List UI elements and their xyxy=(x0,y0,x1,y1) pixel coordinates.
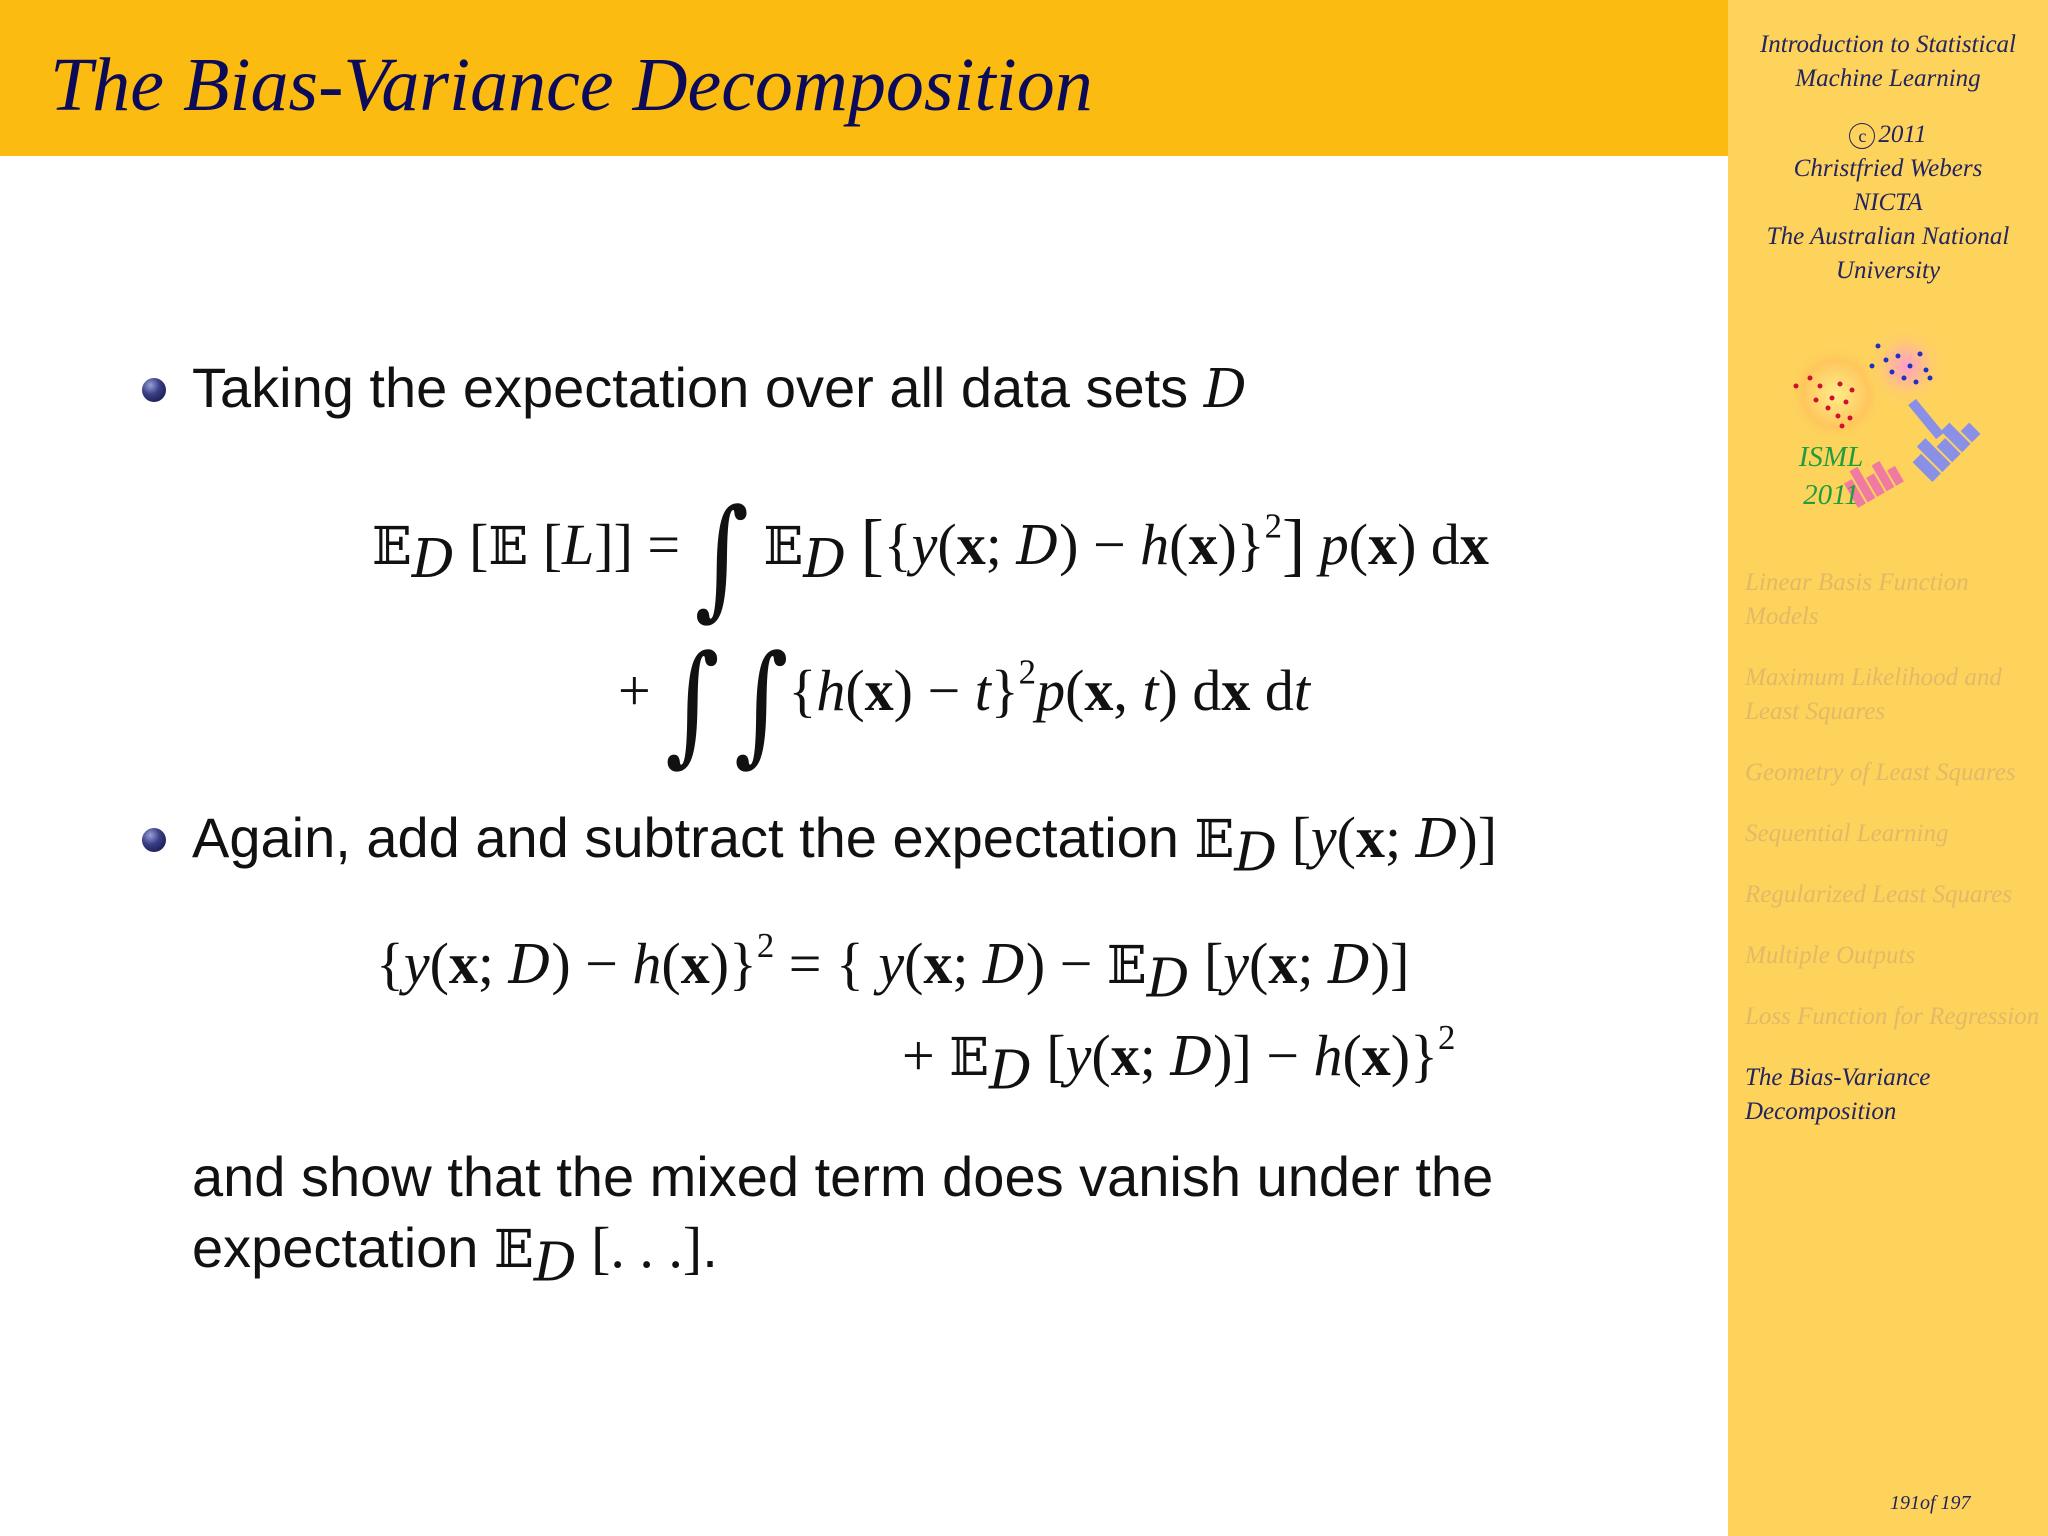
toc-item-sequential-learning[interactable]: Sequential Learning xyxy=(1745,820,1949,847)
logo-caption xyxy=(1786,438,1876,514)
bullet-1-text: Taking the expectation over all data sets xyxy=(192,356,1189,419)
title-bar xyxy=(0,0,1728,156)
logo-text-line-1: ISML xyxy=(1798,441,1864,473)
toc-item-maximum-likelihood[interactable]: Maximum Likelihood and Least Squares xyxy=(1745,664,2002,725)
org-2-line-2: University xyxy=(1835,257,1941,284)
math-expectation-ellipsis: 𝔼$_D$ [. . .] xyxy=(494,1215,703,1294)
equation-1-line-1: 𝔼$_D$ [𝔼 [L]] = ∫ 𝔼$_D$ [{y(x; D) − h(x)}$^2$] p(x) dx xyxy=(372,480,1489,634)
equation-2-line-1: {y(x; D) − h(x)}$^2$ = { y(x; D) − 𝔼$_D$ [y(x; D)] xyxy=(376,925,1410,1010)
org-1: NICTA xyxy=(1853,189,1923,216)
bullet-1 xyxy=(192,354,1247,421)
toc-item-regularized-least-squares[interactable]: Regularized Least Squares xyxy=(1745,881,2013,908)
copyright-line xyxy=(1728,118,2048,152)
toc-item-geometry-least-squares[interactable]: Geometry of Least Squares xyxy=(1745,759,2016,786)
toc-item-linear-basis-function-models[interactable]: Linear Basis Function Models xyxy=(1745,569,1969,630)
author-block xyxy=(1728,118,2048,288)
toc-item-multiple-outputs[interactable]: Multiple Outputs xyxy=(1745,942,1916,969)
bullet-2 xyxy=(192,804,1497,883)
bullet-icon xyxy=(142,378,166,402)
course-title-line-2: Machine Learning xyxy=(1795,65,1981,92)
bullet-2-text: Again, add and subtract the expectation xyxy=(192,806,1179,869)
equation-1-line-2: + ∫ $\int\{h(x) - t\}^2p(x$, t) dx dt xyxy=(618,626,1310,780)
equation-2-line-2: + 𝔼$_D$ [y(x; D)] − h(x)}$^2$ xyxy=(902,1017,1456,1102)
table-of-contents xyxy=(1745,566,2045,1156)
slide-title: The Bias-Variance Decomposition xyxy=(50,43,1093,127)
math-expectation: 𝔼$_D$ [y(x; D)] xyxy=(1194,805,1498,884)
closing-line-2 xyxy=(192,1214,718,1293)
course-title-line-1: Introduction to Statistical xyxy=(1759,31,2016,58)
bullet-icon xyxy=(142,828,166,852)
toc-item-loss-function[interactable]: Loss Function for Regression xyxy=(1745,1003,2040,1030)
math-D: D xyxy=(1203,357,1247,420)
logo-text-line-2: 2011 xyxy=(1803,479,1859,511)
closing-line-1: and show that the mixed term does vanish under the xyxy=(192,1145,1494,1208)
org-2-line-1: The Australian National xyxy=(1766,223,2010,250)
closing-line-2-text: expectation xyxy=(192,1216,479,1279)
page-number: 191of 197 xyxy=(1890,1492,1971,1514)
toc-item-bias-variance[interactable]: The Bias-Variance Decomposition xyxy=(1745,1064,1931,1125)
copyright-icon: c xyxy=(1849,123,1875,149)
course-title xyxy=(1728,28,2048,96)
author-name: Christfried Webers xyxy=(1793,155,1983,182)
year: 2011 xyxy=(1878,121,1927,148)
closing-period: . xyxy=(702,1216,718,1279)
